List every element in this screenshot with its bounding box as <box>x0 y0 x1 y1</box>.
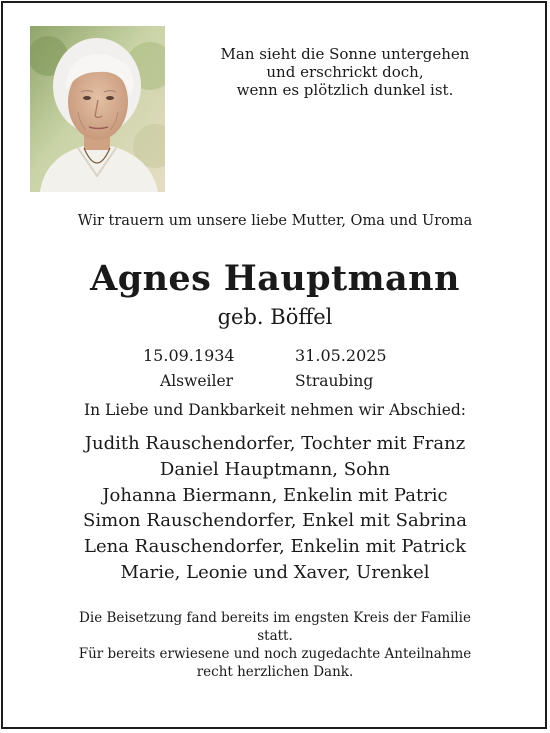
farewell-line: In Liebe und Dankbarkeit nehmen wir Abschied: <box>83 401 467 419</box>
closing-line: Die Beisetzung fand bereits im engsten Kreis der Familie <box>79 610 471 626</box>
birth-place: Alsweiler <box>160 372 234 390</box>
mourner-entry: Lena Rauschendorfer, Enkelin mit Patrick <box>84 536 466 558</box>
mourner-entry: Marie, Leonie und Xaver, Urenkel <box>120 561 430 583</box>
birth-date: 15.09.1934 <box>143 346 235 365</box>
death-place: Straubing <box>295 372 374 390</box>
mourner-entry: Daniel Hauptmann, Sohn <box>159 458 391 480</box>
poem-line: wenn es plötzlich dunkel ist. <box>236 81 454 99</box>
mourning-intro: Wir trauern um unsere liebe Mutter, Oma und Uroma <box>77 213 473 229</box>
poem-line: Man sieht die Sonne untergehen <box>220 45 470 63</box>
closing-note <box>40 609 510 681</box>
memorial-poem <box>180 45 510 99</box>
maiden-name: geb. Böffel <box>217 305 333 329</box>
mourner-entry: Johanna Biermann, Enkelin mit Patric <box>102 484 448 506</box>
closing-line: recht herzlichen Dank. <box>196 664 354 680</box>
closing-line: Für bereits erwiesene und noch zugedachte Anteilnahme <box>78 646 472 662</box>
mourners-list <box>0 431 550 586</box>
closing-line: statt. <box>257 628 293 644</box>
deceased-name: Agnes Hauptmann <box>90 258 460 299</box>
mourner-entry: Simon Rauschendorfer, Enkel mit Sabrina <box>83 510 467 532</box>
death-date: 31.05.2025 <box>295 346 387 365</box>
mourner-entry: Judith Rauschendorfer, Tochter mit Franz <box>84 433 466 454</box>
poem-line: und erschrickt doch, <box>266 63 424 81</box>
portrait-photo <box>30 26 165 192</box>
